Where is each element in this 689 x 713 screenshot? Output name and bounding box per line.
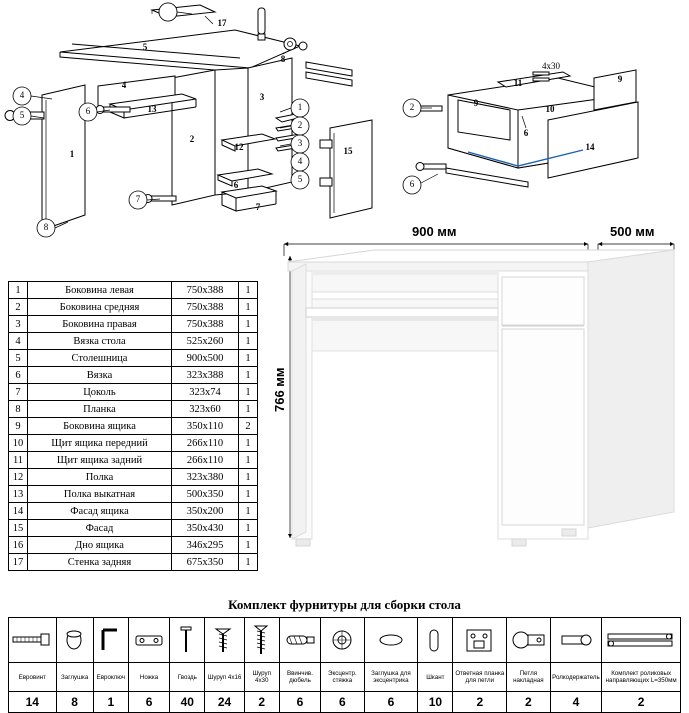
table-row: 11 Щит ящика задний 266x110 1	[9, 452, 258, 469]
svg-text:7: 7	[255, 202, 261, 213]
svg-text:8: 8	[43, 222, 49, 233]
svg-text:2: 2	[409, 102, 415, 113]
hardware-name-row: Евровинт Заглушка Евроключ Ножка Гвоздь Шуруп 4x16 Шуруп 4x30 Ввинчив. дюбель Эксцентр. стяжка Заглушка для эксцентрика Шкант Ответная планка для петли Петля накладная Ролкодержатель Комплект роликовых направляющих L=350мм	[9, 663, 681, 692]
slide-rail-icon	[602, 618, 681, 663]
hardware-kit-title: Комплект фурнитуры для сборки стола	[228, 597, 461, 612]
width-dimension-label: 900 мм	[412, 224, 457, 239]
table-row: 1 Боковина левая 750x388 1	[9, 282, 258, 299]
svg-text:6: 6	[409, 179, 415, 190]
svg-text:6: 6	[523, 128, 529, 139]
screw-4x16-icon	[205, 618, 244, 663]
svg-text:4x30: 4x30	[542, 61, 560, 72]
table-row: 7 Цоколь 323x74 1	[9, 384, 258, 401]
table-row: 8 Планка 323x60 1	[9, 401, 258, 418]
table-row: 3 Боковина правая 750x388 1	[9, 316, 258, 333]
table-row: 9 Боковина ящика 350x110 2	[9, 418, 258, 435]
drawer-assembly-diagram	[398, 40, 688, 220]
svg-text:4: 4	[297, 156, 303, 167]
svg-text:1: 1	[297, 102, 303, 113]
table-row: 4 Вязка стола 525x260 1	[9, 333, 258, 350]
hardware-icon-row	[9, 618, 681, 663]
svg-text:9: 9	[617, 74, 623, 85]
hardware-kit-table	[8, 617, 681, 713]
svg-text:5: 5	[19, 110, 25, 121]
foot-icon	[128, 618, 169, 663]
svg-text:14: 14	[585, 142, 595, 153]
table-row: 17 Стенка задняя 675x350 1	[9, 554, 258, 571]
svg-text:17: 17	[217, 18, 227, 29]
svg-text:8: 8	[280, 54, 286, 65]
svg-text:11: 11	[513, 78, 523, 89]
table-row: 12 Полка 323x380 1	[9, 469, 258, 486]
hardware-qty-row: 14 8 1 6 40 24 2 6 6 6 10 2 2 4 2	[9, 692, 681, 713]
dowel-icon	[279, 618, 320, 663]
svg-text:2: 2	[297, 120, 303, 131]
cam-cap-icon	[364, 618, 418, 663]
table-row: 5 Столешница 900x500 1	[9, 350, 258, 367]
euro-key-icon	[93, 618, 128, 663]
wood-dowel-icon	[418, 618, 453, 663]
cam-lock-icon	[321, 618, 364, 663]
svg-text:9: 9	[473, 98, 479, 109]
svg-text:3: 3	[297, 138, 303, 149]
svg-text:6: 6	[233, 180, 239, 191]
table-row: 2 Боковина средняя 750x388 1	[9, 299, 258, 316]
height-dimension-label: 766 мм	[272, 367, 287, 412]
svg-text:15: 15	[343, 146, 353, 157]
screw-4x30-icon	[244, 618, 279, 663]
exploded-assembly-diagram	[0, 0, 400, 240]
table-row: 15 Фасад 350x430 1	[9, 520, 258, 537]
svg-text:1: 1	[69, 149, 75, 160]
depth-dimension-label: 500 мм	[610, 224, 655, 239]
product-dimensions-drawing	[262, 222, 689, 572]
table-row: 14 Фасад ящика 350x200 1	[9, 503, 258, 520]
table-row: 13 Полка выкатная 500x350 1	[9, 486, 258, 503]
svg-text:4: 4	[121, 80, 127, 91]
svg-text:5: 5	[297, 174, 303, 185]
svg-text:6: 6	[85, 106, 91, 117]
hinge-icon	[507, 618, 550, 663]
svg-text:2: 2	[189, 134, 195, 145]
table-row: 10 Щит ящика передний 266x110 1	[9, 435, 258, 452]
hinge-plate-icon	[453, 618, 507, 663]
svg-text:5: 5	[142, 42, 148, 53]
svg-text:10: 10	[545, 104, 555, 115]
svg-text:4: 4	[19, 90, 25, 101]
roller-holder-icon	[550, 618, 602, 663]
nail-icon	[170, 618, 205, 663]
svg-text:13: 13	[147, 104, 157, 115]
euro-screw-icon	[9, 618, 57, 663]
svg-text:3: 3	[259, 92, 265, 103]
cap-icon	[56, 618, 93, 663]
table-row: 16 Дно ящика 346x295 1	[9, 537, 258, 554]
parts-list-table	[8, 281, 258, 571]
svg-text:12: 12	[234, 142, 244, 153]
svg-text:7: 7	[135, 194, 141, 205]
table-row: 6 Вязка 323x388 1	[9, 367, 258, 384]
